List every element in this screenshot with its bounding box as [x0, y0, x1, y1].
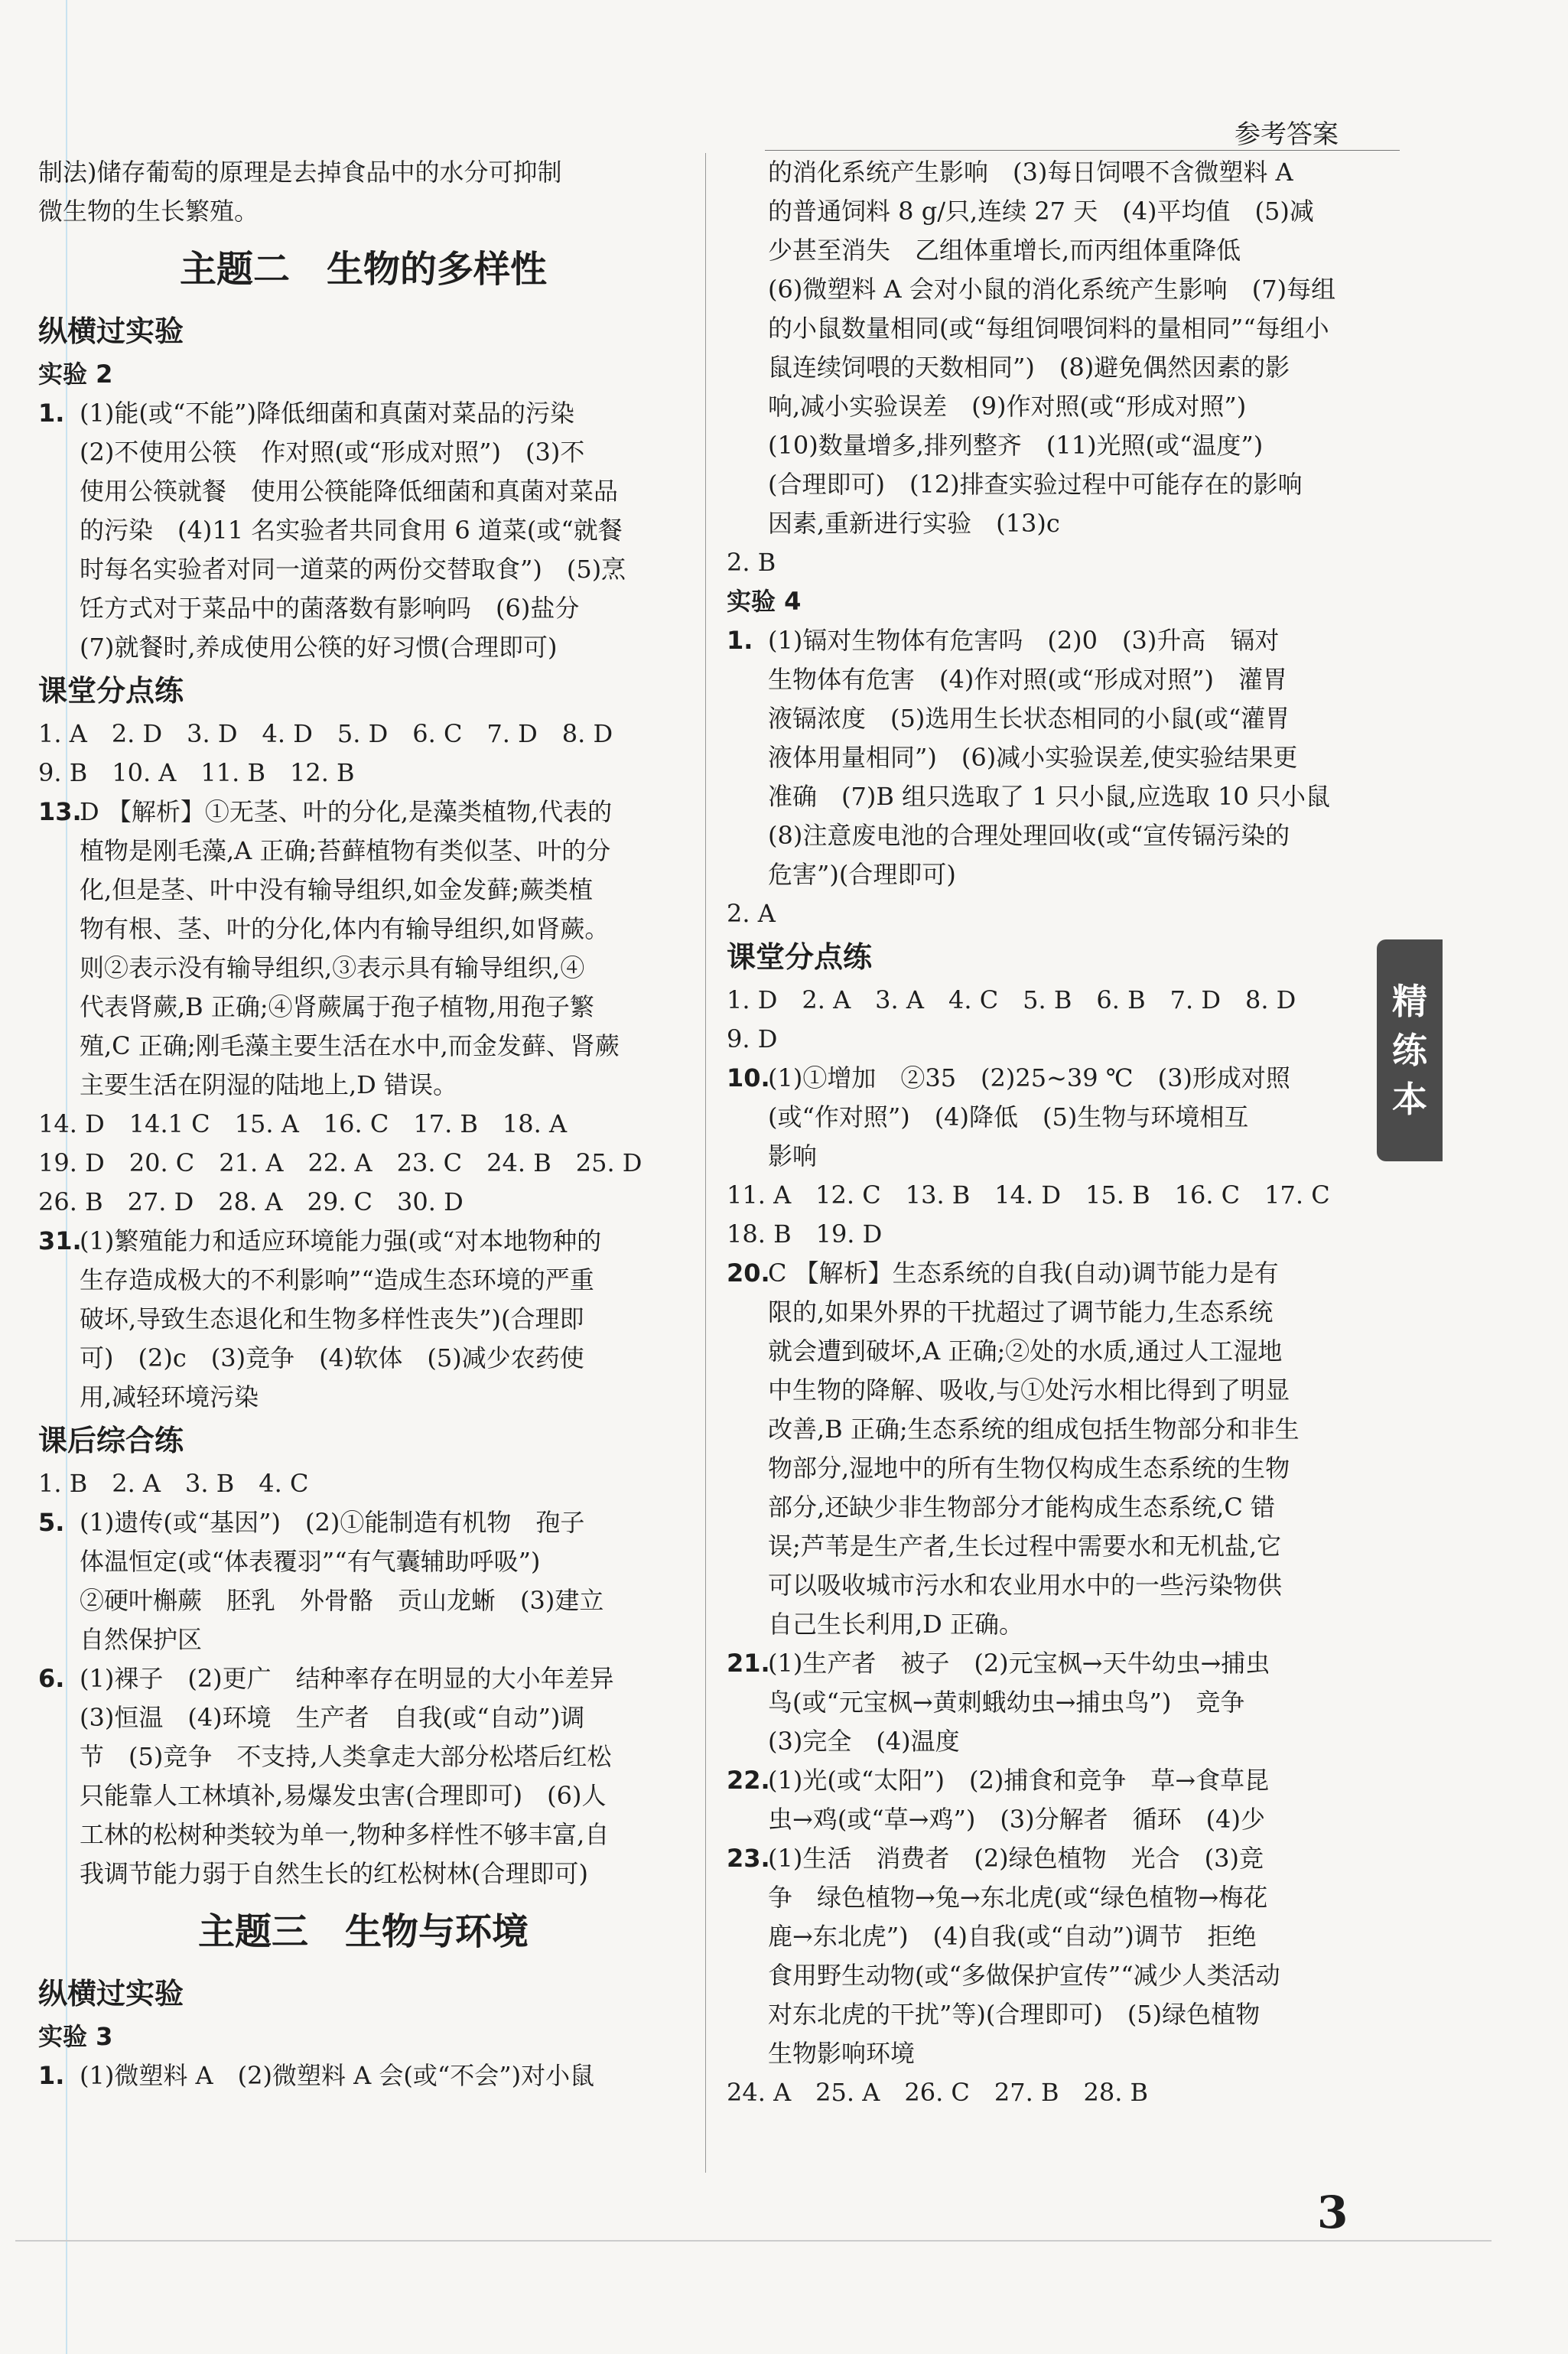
- topic-heading: 主题二 生物的多样性: [179, 248, 547, 291]
- item-number: 6.: [38, 1664, 65, 1693]
- answer-line: 自然保护区: [80, 1625, 203, 1654]
- answer-line: 生存造成极大的不利影响”“造成生态环境的严重: [80, 1265, 594, 1294]
- answer-line: 液镉浓度 (5)选用生长状态相同的小鼠(或“灌胃: [768, 704, 1290, 733]
- answer-line: 的小鼠数量相同(或“每组饲喂饲料的量相同”“每组小: [768, 314, 1329, 343]
- item-number: 20.: [727, 1258, 770, 1288]
- answer-line: (3)完全 (4)温度: [768, 1727, 960, 1756]
- answer-line: 生物体有危害 (4)作对照(或“形成对照”) 灌胃: [768, 665, 1288, 694]
- answer-line: 改善,B 正确;生态系统的组成包括生物部分和非生: [768, 1415, 1300, 1444]
- subsection-label: 实验 4: [727, 587, 802, 616]
- item-text: (1)①增加 ②35 (2)25~39 ℃ (3)形成对照: [768, 1063, 1290, 1092]
- answer-line: (2)不使用公筷 作对照(或“形成对照”) (3)不: [80, 438, 585, 467]
- answer-line: 植物是刚毛藻,A 正确;苔藓植物有类似茎、叶的分: [80, 836, 611, 865]
- answer-line: 制法)储存葡萄的原理是去掉食品中的水分可抑制: [38, 158, 562, 187]
- item-number: 5.: [38, 1508, 65, 1537]
- answer-item: [727, 1839, 1369, 1878]
- answer-line: 14. D 14.1 C 15. A 16. C 17. B 18. A: [38, 1109, 568, 1138]
- answer-line: 殖,C 正确;刚毛藻主要生活在水中,而金发藓、肾蕨: [80, 1031, 620, 1060]
- header-label: 参考答案: [1235, 119, 1339, 150]
- answer-line: 9. B 10. A 11. B 12. B: [38, 758, 355, 787]
- answer-line: 虫→鸡(或“草→鸡”) (3)分解者 循环 (4)少: [768, 1805, 1265, 1834]
- section-heading: 课堂分点练: [38, 674, 184, 708]
- answer-line: 只能靠人工林填补,易爆发虫害(合理即可) (6)人: [80, 1781, 607, 1810]
- answer-line: 9. D: [727, 1024, 778, 1053]
- answer-item: [38, 394, 688, 433]
- item-text: (1)微塑料 A (2)微塑料 A 会(或“不会”)对小鼠: [80, 2061, 595, 2090]
- answer-line: 自己生长利用,D 正确。: [768, 1610, 1024, 1639]
- answer-line: 主要生活在阴湿的陆地上,D 错误。: [80, 1070, 458, 1099]
- answer-line: (10)数量增多,排列整齐 (11)光照(或“温度”): [768, 431, 1264, 460]
- answer-line: 争 绿色植物→兔→东北虎(或“绿色植物→梅花: [768, 1883, 1268, 1912]
- item-number: 1.: [38, 399, 65, 428]
- item-number: 10.: [727, 1063, 770, 1092]
- answer-item: [727, 1761, 1369, 1800]
- answer-line: 误;芦苇是生产者,生长过程中需要水和无机盐,它: [768, 1532, 1282, 1561]
- answer-line: (合理即可) (12)排查实验过程中可能存在的影响: [768, 470, 1303, 499]
- item-number: 1.: [38, 2061, 65, 2090]
- item-number: 31.: [38, 1226, 82, 1255]
- answer-line: 2. A: [727, 899, 776, 928]
- answer-line: 可以吸收城市污水和农业用水中的一些污染物供: [768, 1571, 1283, 1600]
- answer-item: [727, 621, 1369, 660]
- item-number: 1.: [727, 626, 753, 655]
- left-column: [38, 153, 688, 2095]
- answer-line: 少甚至消失 乙组体重增长,而丙组体重降低: [768, 236, 1241, 265]
- answer-line: (或“作对照”) (4)降低 (5)生物与环境相互: [768, 1102, 1249, 1131]
- answer-line: 使用公筷就餐 使用公筷能降低细菌和真菌对菜品: [80, 477, 619, 506]
- answer-line: 液体用量相同”) (6)减小实验误差,使实验结果更: [768, 743, 1298, 772]
- answer-item: [727, 1644, 1369, 1683]
- answer-line: 的污染 (4)11 名实验者共同食用 6 道菜(或“就餐: [80, 516, 623, 545]
- answer-line: 18. B 19. D: [727, 1219, 883, 1249]
- subsection-label: 实验 2: [38, 360, 113, 389]
- answer-line: 部分,还缺少非生物部分才能构成生态系统,C 错: [768, 1493, 1276, 1522]
- answer-line: 的消化系统产生影响 (3)每日饲喂不含微塑料 A: [768, 158, 1293, 187]
- answer-line: 我调节能力弱于自然生长的红松树林(合理即可): [80, 1859, 588, 1888]
- answer-line: 1. A 2. D 3. D 4. D 5. D 6. C 7. D 8. D: [38, 719, 613, 748]
- answer-line: 饪方式对于菜品中的菌落数有影响吗 (6)盐分: [80, 594, 580, 623]
- answer-line: 化,但是茎、叶中没有输导组织,如金发藓;蕨类植: [80, 875, 594, 904]
- answer-line: 限的,如果外界的干扰超过了调节能力,生态系统: [768, 1297, 1274, 1327]
- answer-line: 工林的松树种类较为单一,物种多样性不够丰富,自: [80, 1820, 610, 1849]
- answer-line: (3)恒温 (4)环境 生产者 自我(或“自动”)调: [80, 1703, 585, 1732]
- right-column: [727, 153, 1369, 2112]
- answer-line: 19. D 20. C 21. A 22. A 23. C 24. B 25. D: [38, 1148, 642, 1177]
- answer-line: 鼠连续饲喂的天数相同”) (8)避免偶然因素的影: [768, 353, 1290, 382]
- side-tab: [1377, 939, 1443, 1161]
- section-heading: 课后综合练: [38, 1424, 184, 1457]
- answer-line: 物有根、茎、叶的分化,体内有输导组织,如肾蕨。: [80, 914, 610, 943]
- answer-line: 破坏,导致生态退化和生物多样性丧失”)(合理即: [80, 1304, 584, 1333]
- answer-line: 影响: [768, 1141, 818, 1170]
- answer-line: 鹿→东北虎”) (4)自我(或“自动”)调节 拒绝: [768, 1922, 1257, 1951]
- answer-line: 则②表示没有输导组织,③表示具有输导组织,④: [80, 953, 585, 982]
- bottom-rule: [15, 2240, 1492, 2242]
- answer-line: 时每名实验者对同一道菜的两份交替取食”) (5)烹: [80, 555, 626, 584]
- item-number: 23.: [727, 1844, 770, 1873]
- item-text: D 【解析】①无茎、叶的分化,是藻类植物,代表的: [80, 797, 613, 826]
- answer-line: 准确 (7)B 组只选取了 1 只小鼠,应选取 10 只小鼠: [768, 782, 1330, 811]
- item-text: (1)遗传(或“基因”) (2)①能制造有机物 孢子: [80, 1508, 585, 1537]
- subsection-label: 实验 3: [38, 2022, 113, 2051]
- answer-line: 节 (5)竞争 不支持,人类拿走大部分松塔后红松: [80, 1742, 612, 1771]
- answer-line: 鸟(或“元宝枫→黄刺蛾幼虫→捕虫鸟”) 竞争: [768, 1688, 1245, 1717]
- answer-item: [38, 1503, 688, 1542]
- item-number: 21.: [727, 1649, 770, 1678]
- item-text: (1)光(或“太阳”) (2)捕食和竞争 草→食草昆: [768, 1766, 1270, 1795]
- answer-line: 物部分,湿地中的所有生物仅构成生态系统的生物: [768, 1454, 1290, 1483]
- answer-item: [38, 1222, 688, 1261]
- answer-line: 1. B 2. A 3. B 4. C: [38, 1469, 309, 1498]
- item-number: 13.: [38, 797, 82, 826]
- side-tab-label: 精 练 本: [1392, 981, 1427, 1120]
- item-text: C 【解析】生态系统的自我(自动)调节能力是有: [768, 1258, 1279, 1288]
- answer-line: 代表肾蕨,B 正确;④肾蕨属于孢子植物,用孢子繁: [80, 992, 594, 1021]
- item-text: (1)能(或“不能”)降低细菌和真菌对菜品的污染: [80, 399, 575, 428]
- answer-line: 微生物的生长繁殖。: [38, 197, 259, 226]
- answer-line: 可) (2)c (3)竞争 (4)软体 (5)减少农药使: [80, 1343, 584, 1372]
- answer-item: [727, 1254, 1369, 1293]
- column-divider: [705, 153, 706, 2173]
- answer-line: 的普通饲料 8 g/只,连续 27 天 (4)平均值 (5)减: [768, 197, 1314, 226]
- answer-line: (6)微塑料 A 会对小鼠的消化系统产生影响 (7)每组: [768, 275, 1336, 304]
- answer-line: ②硬叶槲蕨 胚乳 外骨骼 贡山龙蜥 (3)建立: [80, 1586, 604, 1615]
- section-heading: 纵横过实验: [38, 1977, 184, 2011]
- answer-line: 因素,重新进行实验 (13)c: [768, 509, 1060, 538]
- answer-line: 对东北虎的干扰”等)(合理即可) (5)绿色植物: [768, 2000, 1261, 2029]
- answer-item: [38, 2056, 688, 2095]
- answer-item: [727, 1059, 1369, 1098]
- answer-line: 食用野生动物(或“多做保护宣传”“减少人类活动: [768, 1961, 1280, 1990]
- answer-line: 生物影响环境: [768, 2039, 916, 2068]
- answer-line: 就会遭到破坏,A 正确;②处的水质,通过人工湿地: [768, 1337, 1283, 1366]
- answer-item: [38, 1659, 688, 1698]
- answer-line: 体温恒定(或“体表覆羽”“有气囊辅助呼吸”): [80, 1547, 541, 1576]
- item-text: (1)繁殖能力和适应环境能力强(或“对本地物种的: [80, 1226, 602, 1255]
- answer-line: (8)注意废电池的合理处理回收(或“宣传镉污染的: [768, 821, 1290, 850]
- item-text: (1)裸子 (2)更广 结种率存在明显的大小年差异: [80, 1664, 614, 1693]
- item-text: (1)生活 消费者 (2)绿色植物 光合 (3)竞: [768, 1844, 1264, 1873]
- item-text: (1)生产者 被子 (2)元宝枫→天牛幼虫→捕虫: [768, 1649, 1270, 1678]
- answer-item: [38, 793, 688, 832]
- answer-line: 1. D 2. A 3. A 4. C 5. B 6. B 7. D 8. D: [727, 985, 1296, 1014]
- answer-line: 中生物的降解、吸收,与①处污水相比得到了明显: [768, 1376, 1290, 1405]
- header-rule: [765, 150, 1400, 151]
- topic-heading: 主题三 生物与环境: [197, 1910, 529, 1953]
- answer-line: (7)就餐时,养成使用公筷的好习惯(合理即可): [80, 633, 558, 662]
- answer-line: 用,减轻环境污染: [80, 1382, 259, 1411]
- section-heading: 纵横过实验: [38, 314, 184, 348]
- answer-line: 响,减小实验误差 (9)作对照(或“形成对照”): [768, 392, 1247, 421]
- item-number: 22.: [727, 1766, 770, 1795]
- answer-line: 24. A 25. A 26. C 27. B 28. B: [727, 2078, 1149, 2107]
- page-number: 3: [1317, 2186, 1348, 2238]
- answer-line: 2. B: [727, 548, 776, 577]
- answer-line: 危害”)(合理即可): [768, 860, 956, 889]
- section-heading: 课堂分点练: [727, 940, 873, 974]
- answer-line: 11. A 12. C 13. B 14. D 15. B 16. C 17. C: [727, 1180, 1330, 1210]
- item-text: (1)镉对生物体有危害吗 (2)0 (3)升高 镉对: [768, 626, 1280, 655]
- answer-line: 26. B 27. D 28. A 29. C 30. D: [38, 1187, 464, 1216]
